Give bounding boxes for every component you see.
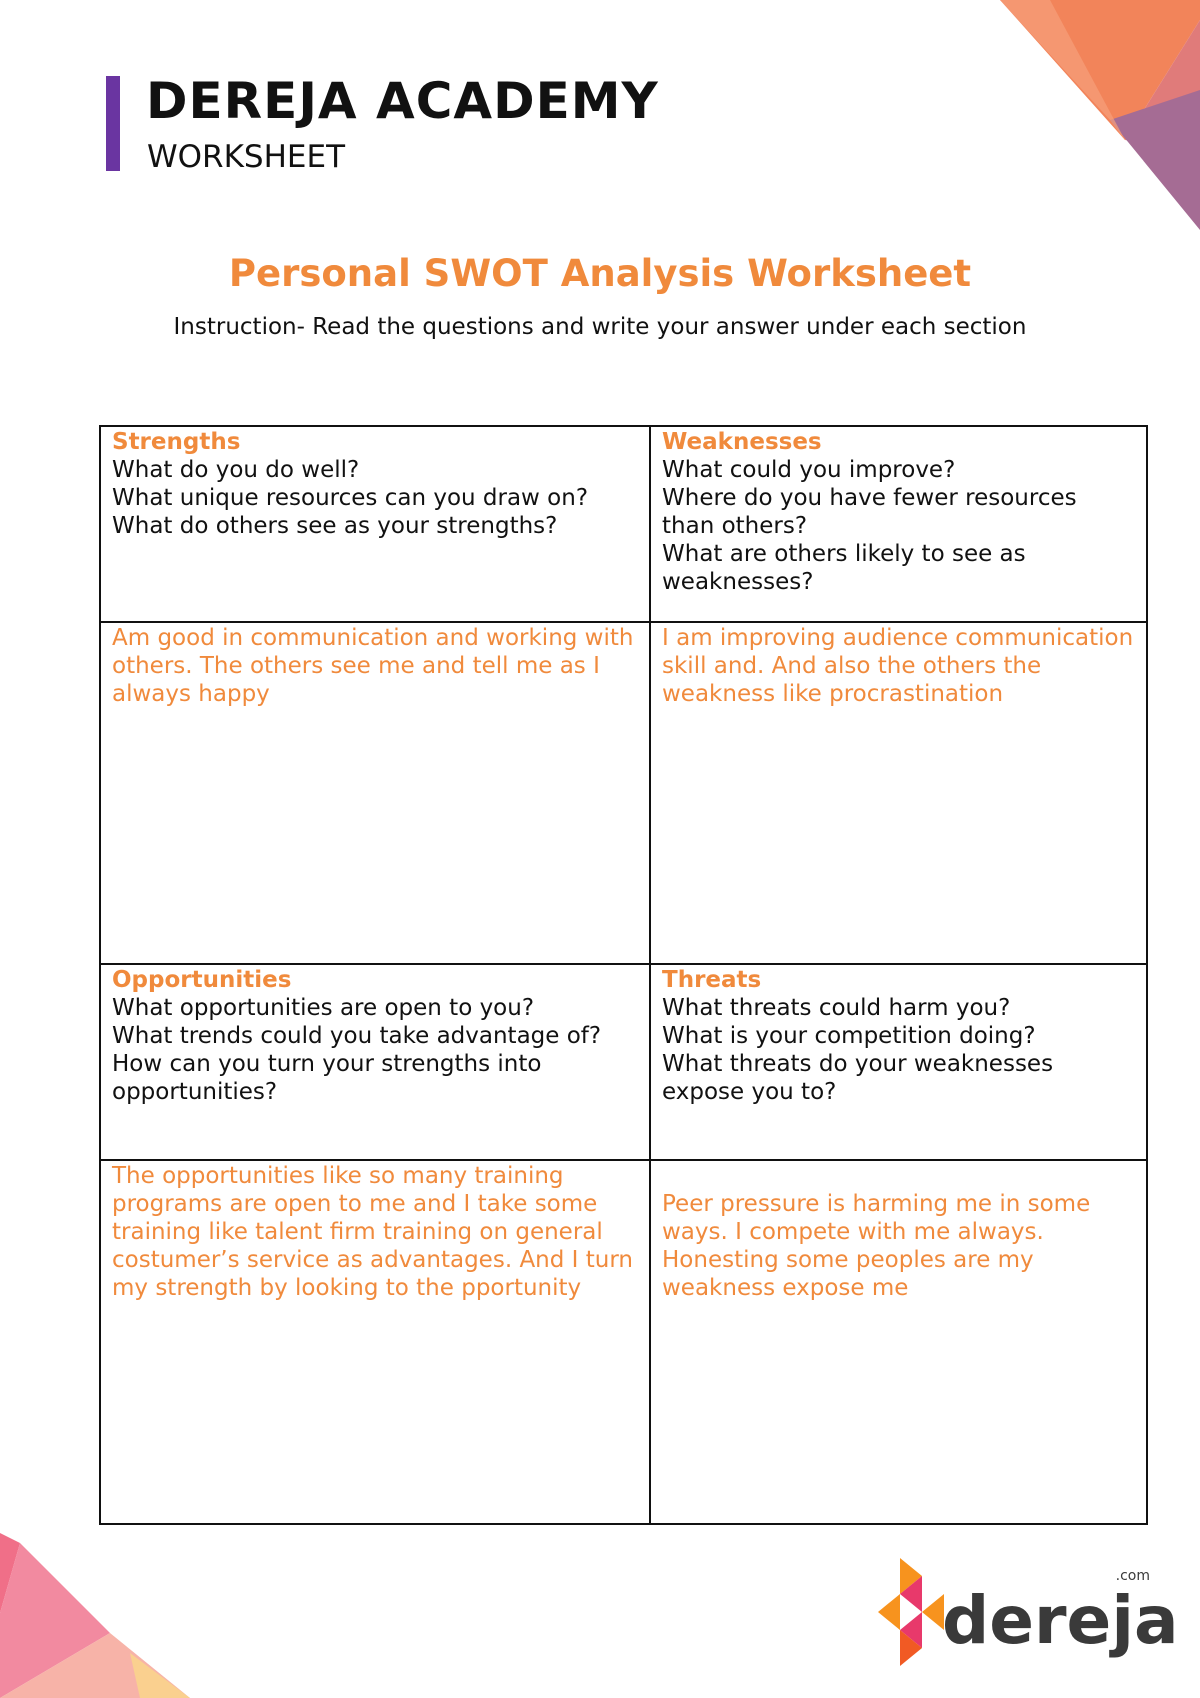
swot-table bbox=[99, 425, 1148, 1525]
weaknesses-questions-cell bbox=[650, 426, 1147, 622]
opportunities-question: What opportunities are open to you? bbox=[112, 995, 535, 1021]
opportunities-question: What trends could you take advantage of? bbox=[112, 1023, 602, 1049]
strengths-answer-cell[interactable] bbox=[100, 622, 650, 964]
corner-decoration-bottom-left bbox=[0, 1533, 190, 1698]
weaknesses-question: What are others likely to see as weaknesses? bbox=[662, 541, 1026, 595]
strengths-question: What do others see as your strengths? bbox=[112, 513, 558, 539]
opportunities-answer-cell[interactable] bbox=[100, 1160, 650, 1524]
threats-question: What threats could harm you? bbox=[662, 995, 1011, 1021]
threats-question: What is your competition doing? bbox=[662, 1023, 1036, 1049]
threats-heading: Threats bbox=[662, 967, 762, 993]
strengths-questions-cell bbox=[100, 426, 650, 622]
dereja-logo bbox=[870, 1558, 1179, 1668]
threats-questions-cell bbox=[650, 964, 1147, 1160]
corner-decoration-top-right bbox=[930, 0, 1200, 230]
dereja-logo-mark-icon bbox=[870, 1558, 950, 1668]
opportunities-answer: The opportunities like so many training programs are open to me and I take some training like talent firm training on general costumer’s service as advantages. And I turn my strength by looking to the pportunity bbox=[112, 1163, 633, 1301]
weaknesses-answer: I am improving audience communication skill and. And also the others the weakness like procrastination bbox=[662, 625, 1134, 707]
opportunities-question: How can you turn your strengths into opportunities? bbox=[112, 1051, 542, 1105]
threats-question: What threats do your weaknesses expose you to? bbox=[662, 1051, 1054, 1105]
academy-subtitle: WORKSHEET bbox=[147, 139, 346, 175]
weaknesses-heading: Weaknesses bbox=[662, 429, 822, 455]
opportunities-questions-cell bbox=[100, 964, 650, 1160]
strengths-answer: Am good in communication and working with others. The others see me and tell me as I always happy bbox=[112, 625, 634, 707]
dereja-logo-text: dereja bbox=[942, 1582, 1179, 1659]
weaknesses-question: Where do you have fewer resources than others? bbox=[662, 485, 1077, 539]
threats-answer-cell[interactable] bbox=[650, 1160, 1147, 1524]
strengths-heading: Strengths bbox=[112, 429, 241, 455]
academy-title: DEREJA ACADEMY bbox=[146, 72, 659, 130]
opportunities-heading: Opportunities bbox=[112, 967, 292, 993]
worksheet-instruction: Instruction- Read the questions and write your answer under each section bbox=[173, 314, 1027, 340]
worksheet-title: Personal SWOT Analysis Worksheet bbox=[228, 252, 972, 295]
strengths-question: What do you do well? bbox=[112, 457, 360, 483]
strengths-question: What unique resources can you draw on? bbox=[112, 485, 589, 511]
weaknesses-answer-cell[interactable] bbox=[650, 622, 1147, 964]
dereja-logo-suffix: .com bbox=[1115, 1568, 1150, 1584]
weaknesses-question: What could you improve? bbox=[662, 457, 956, 483]
threats-answer: Peer pressure is harming me in some ways. I compete with me always. Honesting some peoples are my weakness expose me bbox=[662, 1191, 1091, 1301]
brand-accent-bar bbox=[106, 76, 120, 171]
